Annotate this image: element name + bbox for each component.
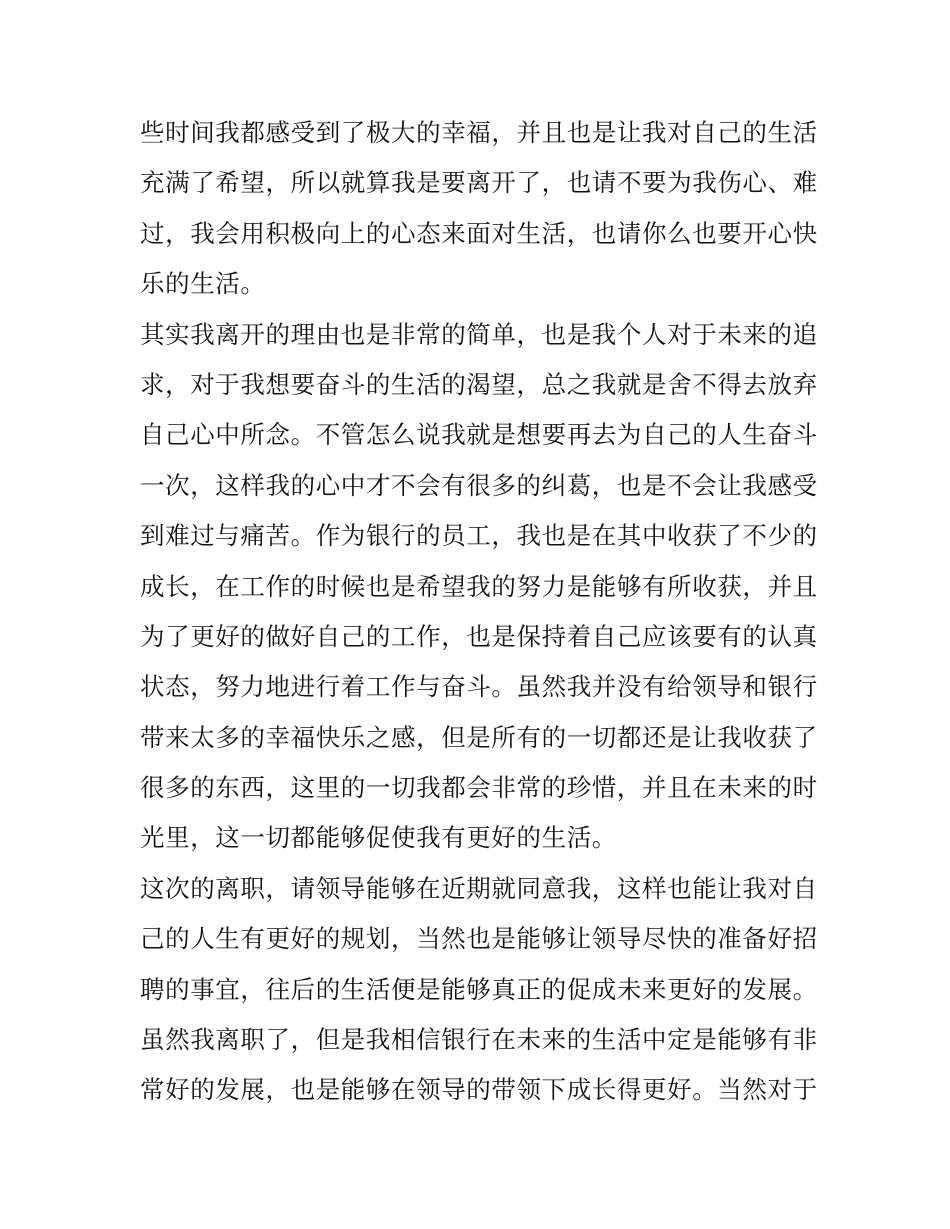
body-text — [140, 108, 820, 1116]
text-line-17: 己的人生有更好的规划，当然也是能够让领导尽快的准备好招 — [140, 924, 818, 954]
text-line-14: 很多的东西，这里的一切我都会非常的珍惜，并且在未来的时 — [140, 773, 818, 803]
text-line-5: 其实我离开的理由也是非常的简单，也是我个人对于未来的追 — [140, 319, 818, 349]
text-line-6: 求，对于我想要奋斗的生活的渴望，总之我就是舍不得去放弃 — [140, 369, 818, 399]
text-line-8: 一次，这样我的心中才不会有很多的纠葛，也是不会让我感受 — [140, 470, 818, 500]
text-line-13: 带来太多的幸福快乐之感，但是所有的一切都还是让我收获了 — [140, 722, 818, 752]
text-line-12: 状态，努力地进行着工作与奋斗。虽然我并没有给领导和银行 — [140, 672, 818, 702]
text-line-2: 充满了希望，所以就算我是要离开了，也请不要为我伤心、难 — [140, 168, 818, 198]
text-line-20: 常好的发展，也是能够在领导的带领下成长得更好。当然对于 — [140, 1075, 818, 1105]
text-line-1: 些时间我都感受到了极大的幸福，并且也是让我对自己的生活 — [140, 118, 818, 147]
text-line-7: 自己心中所念。不管怎么说我就是想要再去为自己的人生奋斗 — [140, 420, 818, 450]
text-line-10: 成长，在工作的时候也是希望我的努力是能够有所收获，并且 — [140, 571, 818, 601]
text-line-9: 到难过与痛苦。作为银行的员工，我也是在其中收获了不少的 — [140, 521, 818, 551]
text-line-16: 这次的离职，请领导能够在近期就同意我，这样也能让我对自 — [140, 873, 818, 903]
text-line-3: 过，我会用积极向上的心态来面对生活，也请你么也要开心快 — [140, 218, 818, 248]
text-line-4: 乐的生活。 — [140, 269, 266, 299]
text-line-15: 光里，这一切都能够促使我有更好的生活。 — [140, 823, 617, 853]
text-line-11: 为了更好的做好自己的工作，也是保持着自己应该要有的认真 — [140, 621, 818, 651]
text-line-19: 虽然我离职了，但是我相信银行在未来的生活中定是能够有非 — [140, 1025, 818, 1055]
text-line-18: 聘的事宜，往后的生活便是能够真正的促成未来更好的发展。 — [140, 974, 818, 1004]
